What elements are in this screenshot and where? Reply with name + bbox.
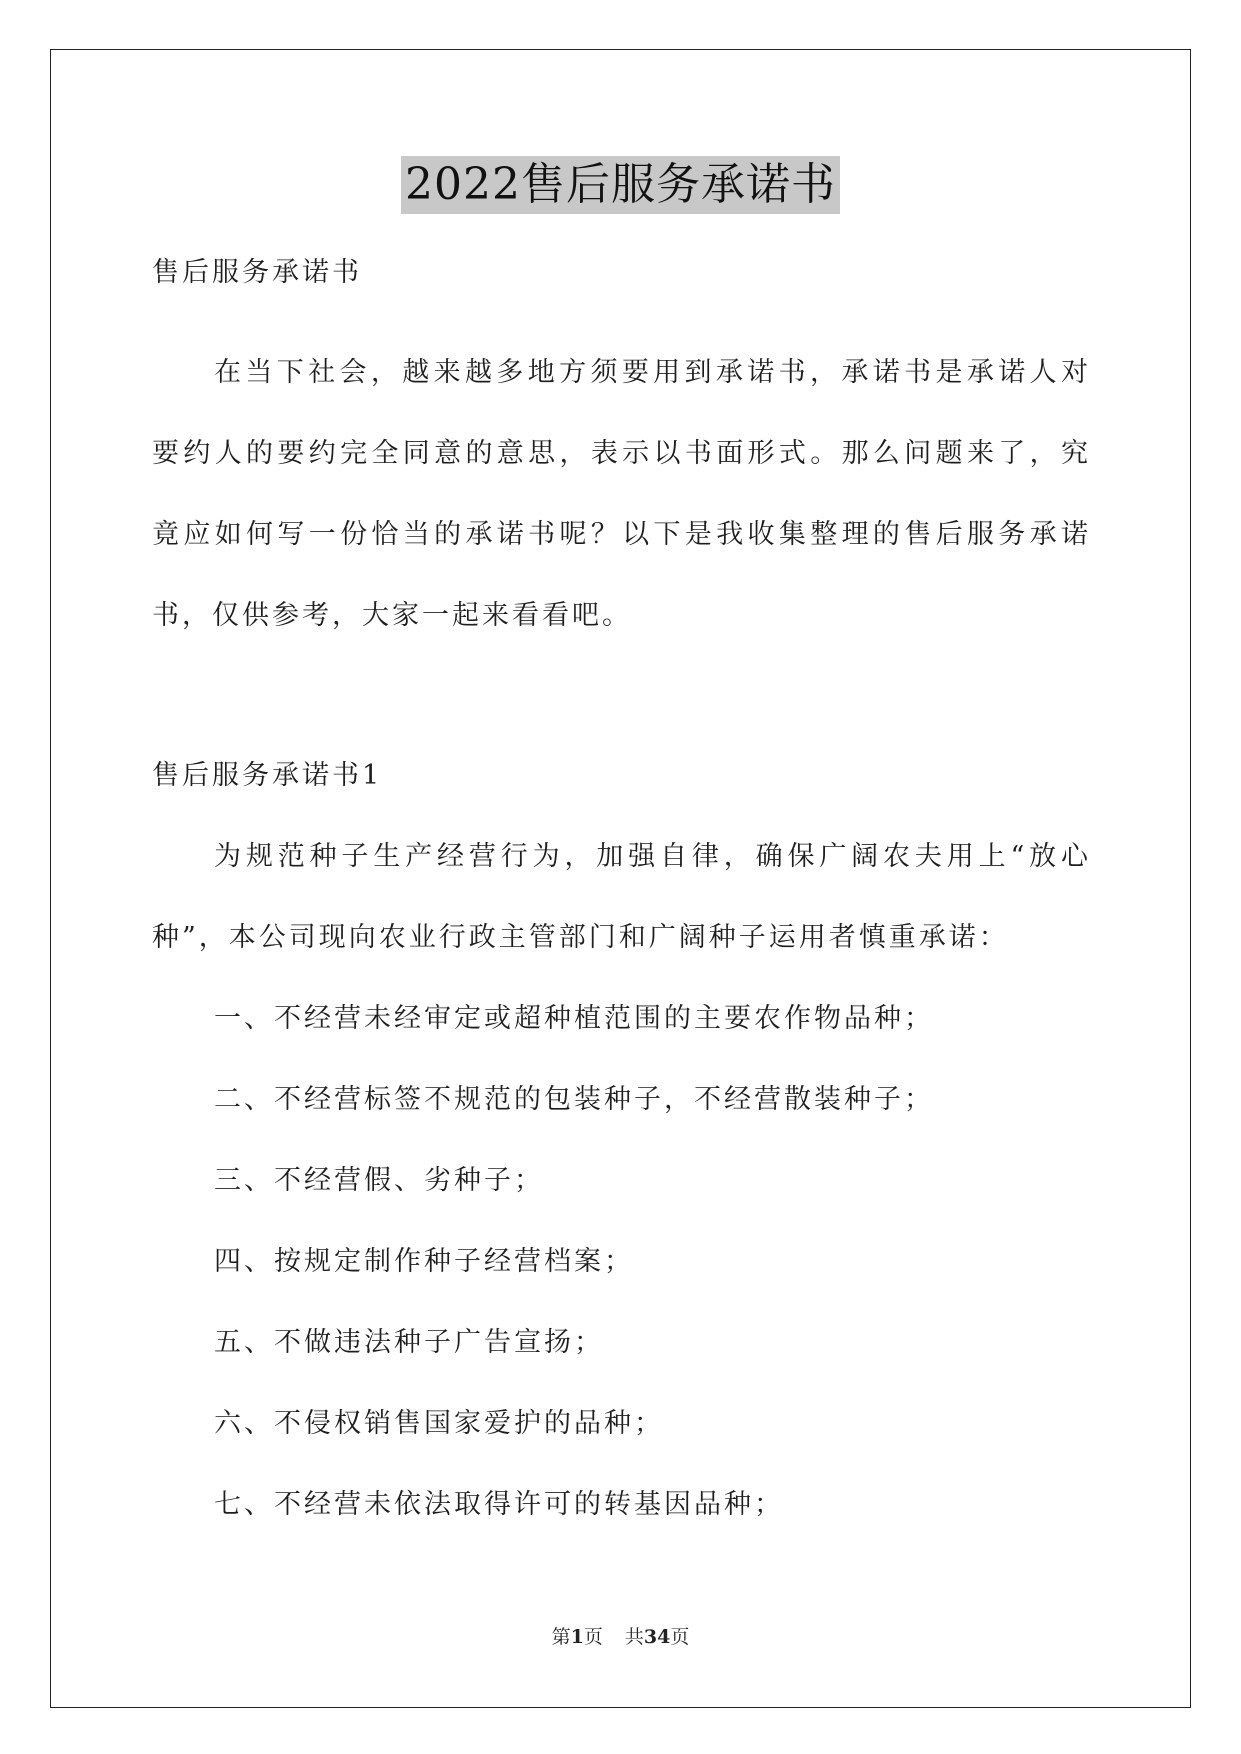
subtitle: 售后服务承诺书 [152, 257, 362, 288]
commitment-item: 五、不做违法种子广告宣扬； [214, 1327, 604, 1358]
total-suffix: 页 [670, 1626, 690, 1648]
commitment-item: 一、不经营未经审定或超种植范围的主要农作物品种； [214, 1003, 934, 1034]
commitment-item: 三、不经营假、劣种子； [214, 1165, 544, 1196]
page-number: 1 [570, 1626, 584, 1648]
commitment-item: 七、不经营未依法取得许可的转基因品种； [214, 1489, 784, 1520]
intro-line: 在当下社会，越来越多地方须要用到承诺书，承诺书是承诺人对 [214, 357, 1088, 388]
total-prefix: 共 [624, 1626, 644, 1648]
page-border [50, 49, 1191, 1708]
intro-line: 竟应如何写一份恰当的承诺书呢？以下是我收集整理的售后服务承诺 [152, 519, 1088, 550]
title-container [0, 156, 1241, 214]
intro-line: 书，仅供参考，大家一起来看看吧。 [152, 600, 632, 631]
document-title: 2022售后服务承诺书 [401, 156, 840, 214]
commitment-item: 四、按规定制作种子经营档案； [214, 1246, 634, 1277]
section-line: 为规范种子生产经营行为，加强自律，确保广阔农夫用上“放心 [214, 841, 1088, 872]
page-prefix: 第 [551, 1626, 571, 1648]
commitment-item: 六、不侵权销售国家爱护的品种； [214, 1408, 664, 1439]
page-suffix: 页 [583, 1626, 603, 1648]
section-line: 种”，本公司现向农业行政主管部门和广阔种子运用者慎重承诺： [152, 922, 1009, 953]
section-heading: 售后服务承诺书1 [152, 760, 383, 791]
intro-line: 要约人的要约完全同意的意思，表示以书面形式。那么问题来了，究 [152, 438, 1088, 469]
page-footer [0, 1625, 1241, 1649]
commitment-item: 二、不经营标签不规范的包装种子，不经营散装种子； [214, 1084, 934, 1115]
total-pages: 34 [643, 1626, 671, 1648]
